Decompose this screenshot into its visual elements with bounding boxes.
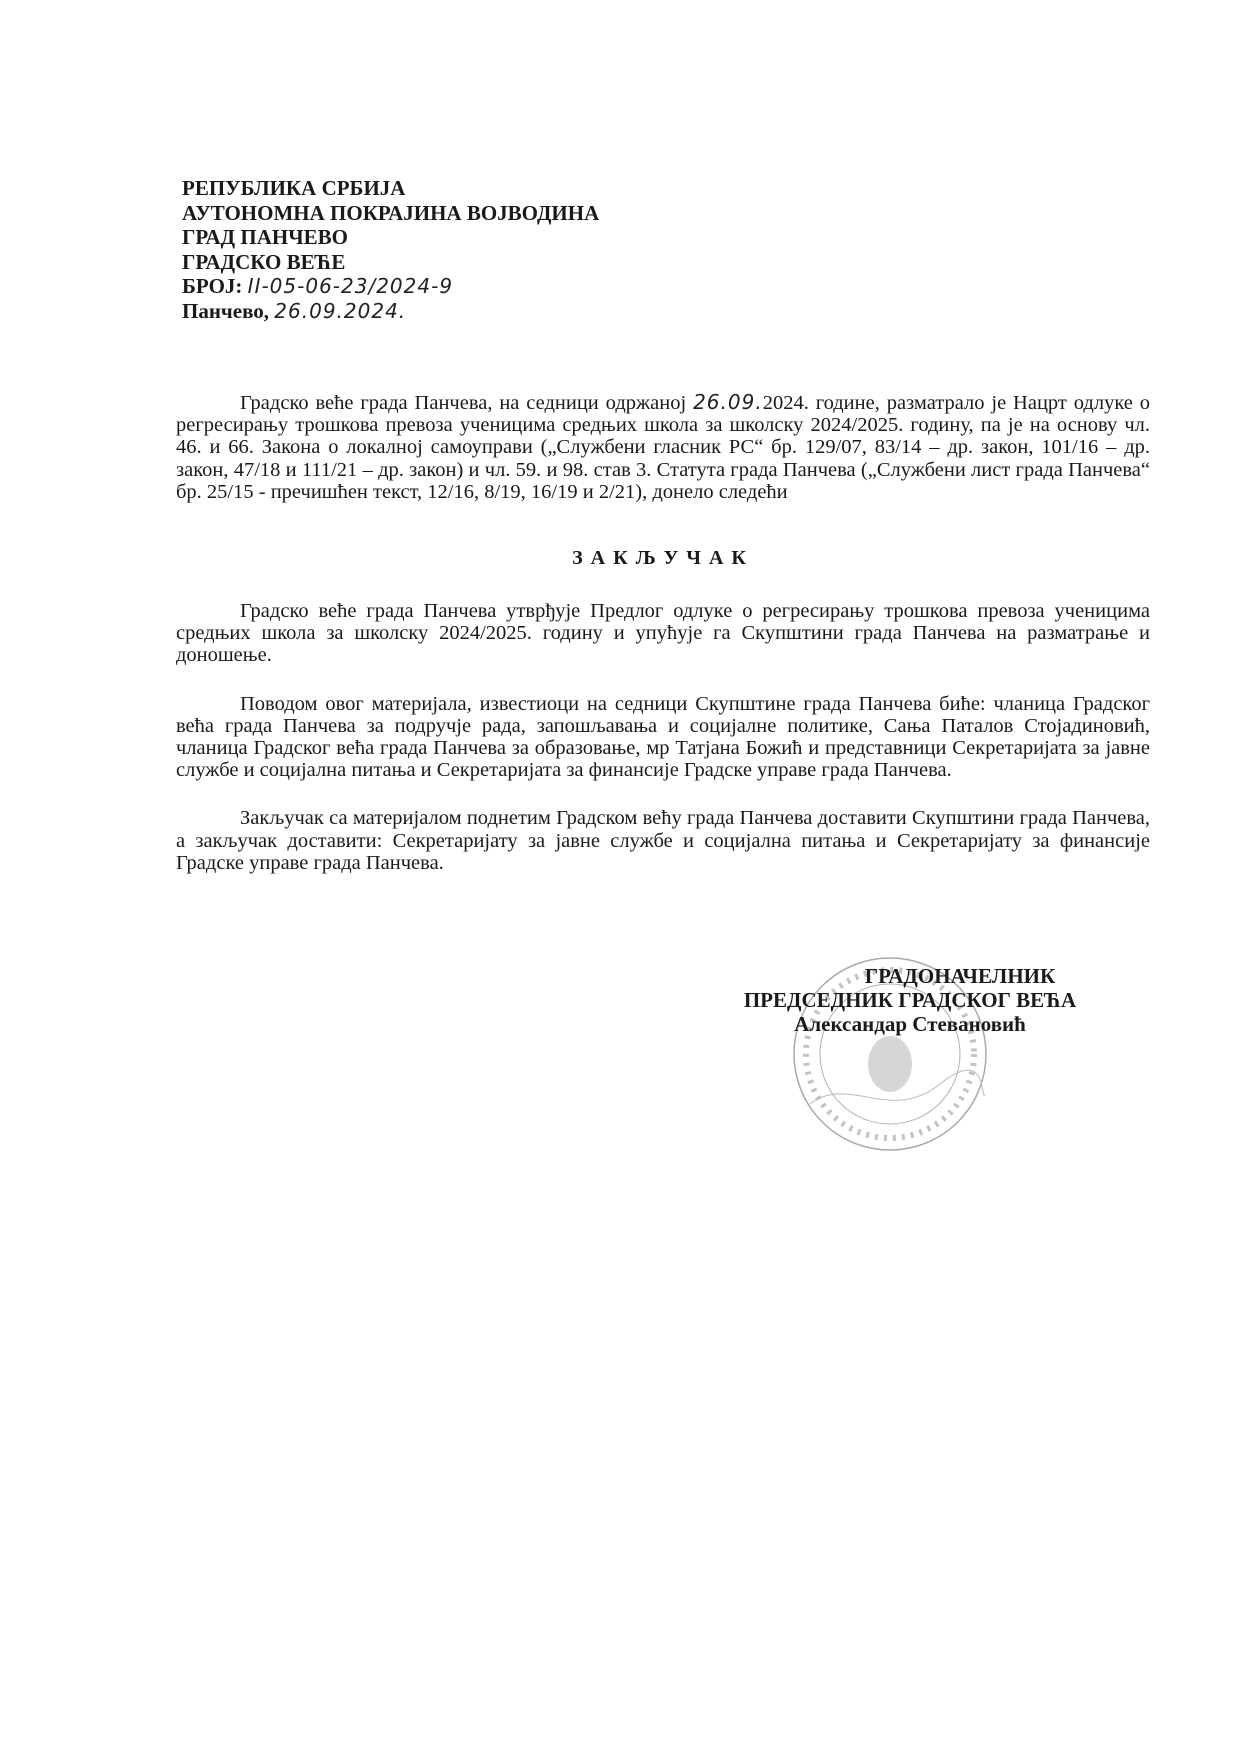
letterhead (176, 176, 1150, 323)
letterhead-city: ГРАД ПАНЧЕВО (182, 225, 348, 249)
paragraph-rapporteurs: Поводом овог материјала, известиоци на седници Скупштине града Панчева биће: чланица Градског већа града Панчева за подручје рада, запошљавања и социјалне политике, Сања Паталов Стојадиновић, чланица Градског већа града Панчева за образовање, мр Татјана Божић и представници Секретаријата за јавне службе и социјална питања и Секретаријата за финансије Градске управе града Панчева. (176, 692, 1150, 782)
letterhead-council: ГРАДСКО ВЕЋЕ (182, 249, 346, 274)
signatory-name: Александар Стевановић (794, 1012, 1026, 1037)
paragraph-conclusion: Градско веће града Панчева утврђује Предлог одлуке о регресирању трошкова превоза ученицима средњих школа за школску 2024/2025. годину и упућује га Скупштини града Панчева на разматрање и доношење. (176, 600, 1150, 667)
signature-area (176, 964, 1150, 1184)
signature-block (700, 964, 1120, 1036)
document-place-date (182, 299, 1150, 324)
paragraph-delivery: Закључак са материјалом поднетим Градском већу града Панчева доставити Скупштини града Панчева, а закључак доставити: Секретаријату за јавне службе и социјална питања и Секретаријату за финансије Градске управе града Панчева. (176, 807, 1150, 874)
signatory-title-mayor: ГРАДОНАЧЕЛНИК (864, 964, 1056, 989)
preamble-text-start: Градско веће града Панчева, на седници одржаној (240, 392, 694, 414)
place-label: Панчево, (182, 298, 270, 323)
document-number (182, 274, 1150, 299)
date-handwritten: 26.09.2024. (274, 298, 407, 323)
preamble-text-rest: 2024. године, разматрало је Нацрт одлуке о регресирању трошкова превоза ученицима средњих школа за школску 2024/2025. годину, па је на основу чл. 46. и 66. Закона о локалној самоуправи („Службени гласник РС“ бр. 129/07, 83/14 – др. закон, 101/16 – др. закон, 47/18 и 111/21 – др. закон) и чл. 59. и 98. став 3. Статута града Панчева („Службени лист града Панчева“ бр. 25/15 - пречишћен текст, 12/16, 8/19, 16/19 и 2/21), донело следећи (176, 392, 1150, 503)
document-title: ЗАКЉУЧАК (572, 547, 754, 570)
number-label: БРОЈ: (182, 274, 243, 298)
letterhead-country: РЕПУБЛИКА СРБИЈА (182, 176, 406, 200)
document-body (176, 176, 1150, 1184)
signatory-title-president: ПРЕДСЕДНИК ГРАДСКОГ ВЕЋА (743, 988, 1077, 1013)
session-date-handwritten: 26.09. (693, 390, 763, 414)
paragraph-preamble (176, 391, 1150, 503)
letterhead-province: АУТОНОМНА ПОКРАЈИНА ВОЈВОДИНА (182, 200, 600, 225)
number-handwritten: II-05-06-23/2024-9 (247, 274, 454, 298)
